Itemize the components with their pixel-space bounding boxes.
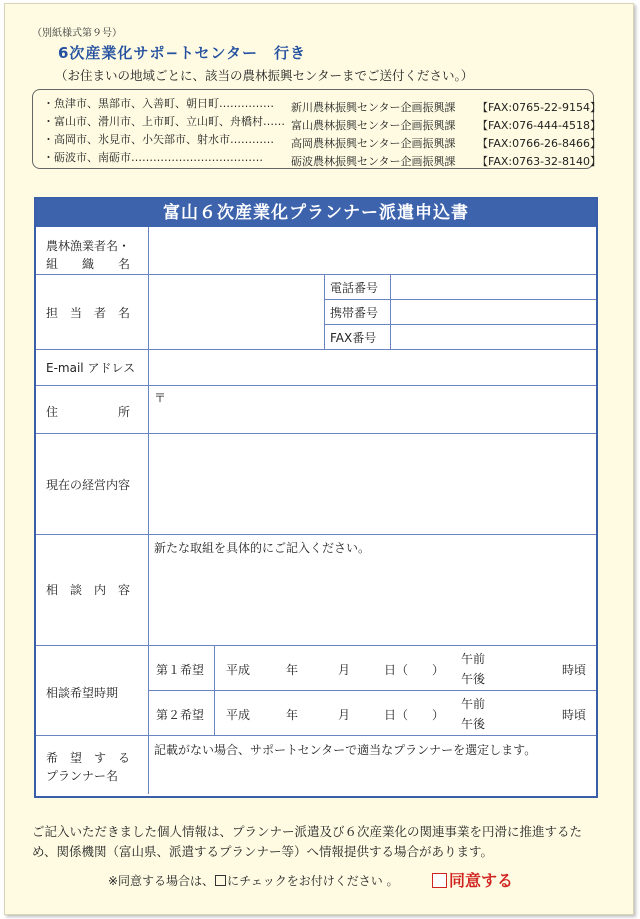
schedule-choice-1: 第１希望 <box>156 663 205 677</box>
row-divider <box>148 690 596 691</box>
schedule-label: 相談希望時期 <box>46 686 119 700</box>
office-row <box>43 149 601 169</box>
consult-hint: 新たな取組を具体的にご記入ください。 <box>154 541 371 555</box>
schedule-month: 月 <box>338 708 351 722</box>
office-row <box>43 95 601 115</box>
schedule-era: 平成 <box>226 708 251 722</box>
row-divider <box>36 274 596 275</box>
office-fax: 【FAX:0765-22-9154】 <box>477 101 602 114</box>
office-name: 富山農林振興センター企画振興課 <box>291 119 456 132</box>
org-name-label-2: 組 織 名 <box>46 257 131 271</box>
privacy-consent-text: ご記入いただきました個人情報は、プランナー派遣及び６次産業化の関連事業を円滑に推進するため、関係機関（富山県、派遣するプランナー等）へ情報提供する場合があります。 <box>32 824 583 859</box>
office-fax: 【FAX:0763-32-8140】 <box>477 155 602 168</box>
row-divider <box>36 385 596 386</box>
consent-instruction <box>108 872 399 889</box>
email-label: E-mail アドレス <box>46 361 136 375</box>
schedule-year: 年 <box>286 708 299 722</box>
schedule-choice-divider <box>214 645 215 735</box>
planner-label-2: プランナー名 <box>46 769 119 783</box>
label-column-divider <box>148 227 149 794</box>
row-divider <box>36 349 596 350</box>
consent-prefix: ※同意する場合は、 <box>108 874 215 888</box>
business-label: 現在の経営内容 <box>46 478 131 492</box>
office-areas: ・砺波市、南砺市……………………………… <box>43 151 263 164</box>
agree-label: 同意する <box>449 871 514 890</box>
address-label: 住 所 <box>46 405 131 419</box>
destination-note: （お住まいの地域ごとに、該当の農林振興センターまでご送付ください。） <box>55 68 474 83</box>
checkbox-icon[interactable] <box>432 873 447 888</box>
row-divider <box>324 299 596 300</box>
org-name-label: 農林漁業者名・ <box>46 239 131 253</box>
schedule-pm: 午後 <box>461 717 486 731</box>
row-divider <box>36 645 596 646</box>
contact-person-label: 担 当 者 名 <box>46 306 131 320</box>
office-row <box>43 131 601 151</box>
office-name: 高岡農林振興センター企画振興課 <box>291 137 456 150</box>
agree-checkbox[interactable] <box>432 868 513 891</box>
mobile-label: 携帯番号 <box>330 306 379 320</box>
schedule-year: 年 <box>286 663 299 677</box>
schedule-am: 午前 <box>461 652 486 666</box>
form-reference: （別紙様式第９号） <box>32 28 122 39</box>
form-title: 富山６次産業化プランナー派遣申込書 <box>36 199 596 227</box>
schedule-pm: 午後 <box>461 672 486 686</box>
office-areas: ・高岡市、氷見市、小矢部市、射水市………… <box>43 133 274 146</box>
office-fax: 【FAX:076-444-4518】 <box>477 119 602 132</box>
office-name: 砺波農林振興センター企画振興課 <box>291 155 456 168</box>
schedule-time: 時頃 <box>562 663 587 677</box>
row-divider <box>36 534 596 535</box>
row-divider <box>36 433 596 434</box>
row-divider <box>36 735 596 736</box>
row-divider <box>324 324 596 325</box>
office-name: 新川農林振興センター企画振興課 <box>291 101 456 114</box>
office-row <box>43 113 601 133</box>
schedule-choice-2: 第２希望 <box>156 708 205 722</box>
schedule-day: 日（ ） <box>384 663 445 677</box>
fax-label: FAX番号 <box>330 331 377 345</box>
office-list <box>32 89 602 169</box>
application-form <box>34 197 598 798</box>
planner-label: 希 望 す る <box>46 751 131 765</box>
destination-title: 6次産業化サポ−トセンター 行き <box>58 44 306 62</box>
schedule-month: 月 <box>338 663 351 677</box>
postal-mark: 〒 <box>154 391 167 405</box>
checkbox-icon <box>215 875 226 886</box>
office-areas: ・魚津市、黒部市、入善町、朝日町…………… <box>43 97 274 110</box>
office-fax: 【FAX:0766-26-8466】 <box>477 137 602 150</box>
schedule-time: 時頃 <box>562 708 587 722</box>
planner-hint: 記載がない場合、サポートセンターで適当なプランナーを選定します。 <box>154 743 537 757</box>
consent-suffix: にチェックをお付けください 。 <box>227 874 399 888</box>
office-areas: ・富山市、滑川市、上市町、立山町、舟橋村…… <box>43 115 285 128</box>
consult-label: 相 談 内 容 <box>46 583 131 597</box>
schedule-era: 平成 <box>226 663 251 677</box>
phone-label: 電話番号 <box>330 281 379 295</box>
schedule-am: 午前 <box>461 697 486 711</box>
phone-value-divider <box>390 274 391 349</box>
schedule-day: 日（ ） <box>384 708 445 722</box>
phone-label-divider <box>324 274 325 349</box>
